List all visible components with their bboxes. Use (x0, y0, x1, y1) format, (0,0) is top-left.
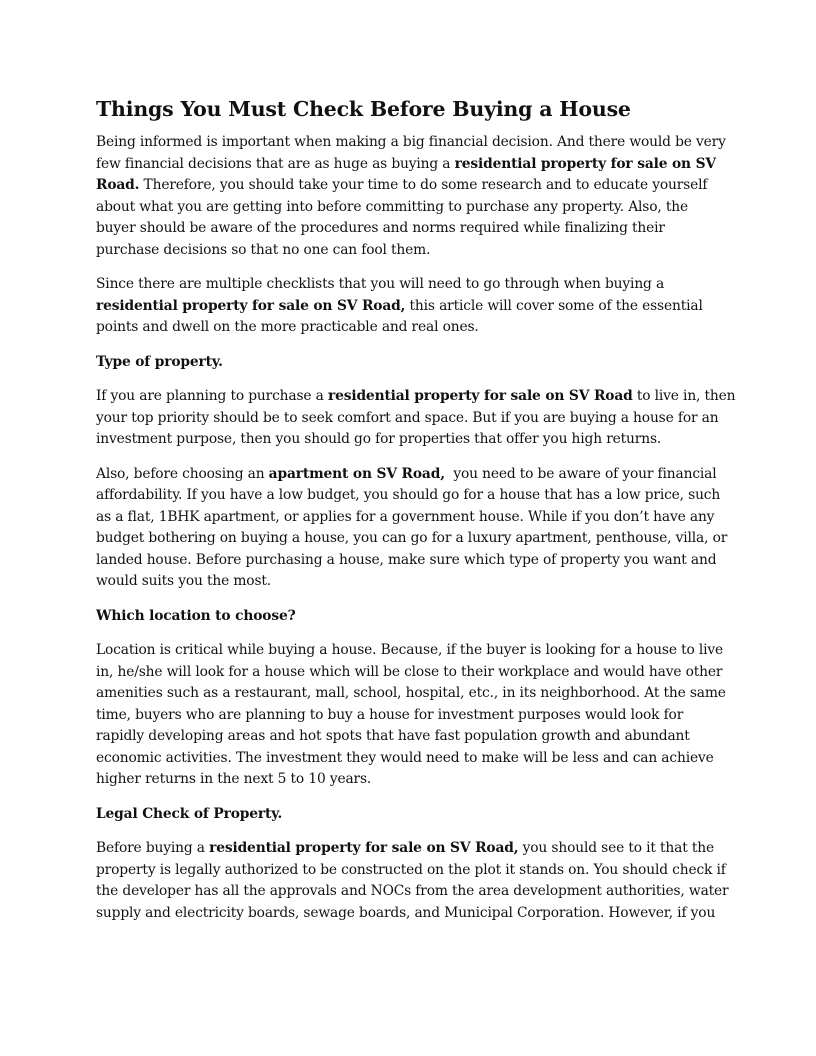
paragraph-legal-check (96, 838, 729, 924)
paragraph-location (96, 640, 726, 791)
text-line: economic activities. The investment they would need to make will be less and can achieve (96, 749, 714, 766)
document-title: Things You Must Check Before Buying a House (96, 97, 631, 121)
keyword-bold: residential property for sale on SV (454, 155, 716, 172)
text-line: would suits you the most. (96, 573, 272, 589)
document-page (96, 94, 736, 937)
paragraph-intro (96, 132, 726, 261)
text-line: rapidly developing areas and hot spots that have fast population growth and abundant (96, 728, 690, 744)
keyword-bold: residential property for sale on SV Road, (209, 840, 519, 856)
text-line: points and dwell on the more practicable and real ones. (96, 319, 479, 335)
text-line: investment purpose, then you should go for properties that offer you high returns. (96, 431, 662, 447)
keyword-bold: residential property for sale on SV Road (327, 388, 633, 404)
text-line: Also, before choosing an apartment on SV Road, you need to be aware of your financial (96, 465, 717, 482)
section-heading-location: Which location to choose? (96, 607, 296, 624)
text-line: If you are planning to purchase a residential property for sale on SV Road to live in, then (96, 388, 736, 404)
paragraph-checklists (96, 274, 722, 339)
text-line: Road. Therefore, you should take your time to do some research and to educate yourself (96, 177, 708, 193)
text-line: landed house. Before purchasing a house, make sure which type of property you want and (96, 551, 717, 568)
text-line: amenities such as a restaurant, mall, school, hospital, etc., in its neighborhood. At the same (96, 685, 726, 701)
paragraph-purchase-purpose (96, 386, 736, 451)
text-line: few financial decisions that are as huge as buying a residential property for sale on SV (96, 155, 716, 172)
text-line: supply and electricity boards, sewage boards, and Municipal Corporation. However, if you (96, 904, 716, 921)
text-line: purchase decisions so that no one can fool them. (96, 241, 431, 258)
paragraph-affordability (96, 464, 728, 593)
text-line: budget bothering on buying a house, you can go for a luxury apartment, penthouse, villa, or (96, 530, 728, 546)
keyword-bold: Road. (96, 177, 140, 193)
text-line: affordability. If you have a low budget, you should go for a house that has a low price, such (96, 487, 721, 503)
text-line: as a flat, 1BHK apartment, or applies for a government house. While if you don’t have any (96, 508, 715, 525)
text-line: Location is critical while buying a house. Because, if the buyer is looking for a house to live (96, 642, 724, 658)
text-line: property is legally authorized to be constructed on the plot it stands on. You should check if (96, 861, 726, 878)
text-line: the developer has all the approvals and NOCs from the area development authorities, water (96, 883, 729, 899)
text-line: about what you are getting into before committing to purchase any property. Also, the (96, 198, 688, 215)
text-line: Since there are multiple checklists that you will need to go through when buying a (96, 276, 665, 292)
text-line: Before buying a residential property for sale on SV Road, you should see to it that the (96, 840, 714, 856)
text-line: time, buyers who are planning to buy a house for investment purposes would look for (96, 706, 684, 723)
keyword-bold: residential property for sale on SV Road, (96, 297, 406, 314)
text-line: higher returns in the next 5 to 10 years. (96, 771, 372, 787)
section-heading-legal-check: Legal Check of Property. (96, 805, 283, 822)
text-line: in, he/she will look for a house which will be close to their workplace and would have other (96, 663, 723, 680)
text-line: your top priority should be to seek comfort and space. But if you are buying a house for an (96, 409, 719, 426)
section-heading-type-of-property: Type of property. (96, 353, 223, 370)
text-line: residential property for sale on SV Road, this article will cover some of the essential (96, 297, 703, 314)
keyword-bold: apartment on SV Road, (268, 465, 445, 482)
text-line: Being informed is important when making a big financial decision. And there would be very (96, 134, 726, 150)
text-line: buyer should be aware of the procedures and norms required while finalizing their (96, 220, 665, 236)
